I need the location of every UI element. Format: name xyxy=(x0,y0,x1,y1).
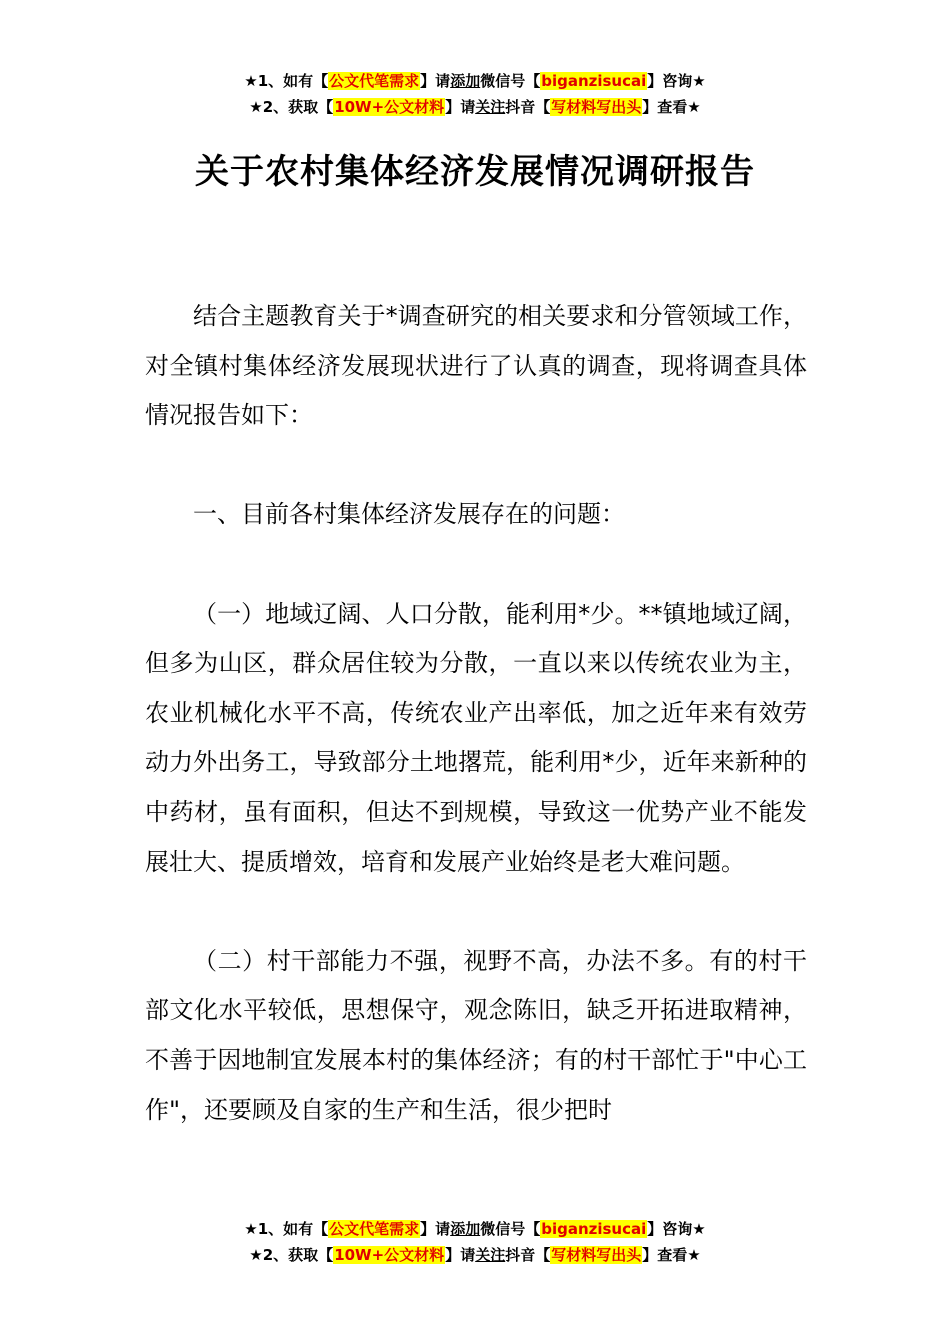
banner-line-2: ★2、获取【10W+公文材料】请关注抖音【写材料写出头】查看★ xyxy=(249,1246,701,1264)
highlight-wechat-id: biganzisucai xyxy=(541,72,647,90)
banner-line-1: ★1、如有【公文代笔需求】请添加微信号【biganzisucai】咨询★ xyxy=(244,1220,706,1238)
banner-line-1: ★1、如有【公文代笔需求】请添加微信号【biganzisucai】咨询★ xyxy=(244,72,706,90)
highlight-wechat-id: biganzisucai xyxy=(541,1220,647,1238)
document-body xyxy=(145,292,807,1135)
document-title: 关于农村集体经济发展情况调研报告 xyxy=(195,152,755,192)
highlight-douyin-account: 写材料写出头 xyxy=(551,98,642,116)
banner-line-2: ★2、获取【10W+公文材料】请关注抖音【写材料写出头】查看★ xyxy=(249,98,701,116)
highlight-materials: 10W+公文材料 xyxy=(334,98,445,116)
highlight-ghostwriting: 公文代笔需求 xyxy=(329,72,420,90)
section-heading-problems: 一、目前各村集体经济发展存在的问题： xyxy=(193,500,625,529)
highlight-ghostwriting: 公文代笔需求 xyxy=(329,1220,420,1238)
highlight-materials: 10W+公文材料 xyxy=(334,1246,445,1264)
header-banner xyxy=(0,68,950,120)
paragraph-intro: 结合主题教育关于*调查研究的相关要求和分管领域工作，对全镇村集体经济发展现状进行了认真的调查，现将调查具体情况报告如下： xyxy=(145,302,807,430)
highlight-douyin-account: 写材料写出头 xyxy=(551,1246,642,1264)
paragraph-problem-2: （二）村干部能力不强，视野不高，办法不多。有的村干部文化水平较低，思想保守，观念陈旧，缺乏开拓进取精神，不善于因地制宜发展本村的集体经济；有的村干部忙于"中心工作"，还要顾及自家的生产和生活，很少把时 xyxy=(145,946,807,1124)
footer-banner xyxy=(0,1216,950,1268)
paragraph-problem-1: （一）地域辽阔、人口分散，能利用*少。**镇地域辽阔，但多为山区，群众居住较为分散，一直以来以传统农业为主，农业机械化水平不高，传统农业产出率低，加之近年来有效劳动力外出务工，导致部分土地撂荒，能利用*少，近年来新种的中药材，虽有面积，但达不到规模，导致这一优势产业不能发展壮大、提质增效，培育和发展产业始终是老大难问题。 xyxy=(145,599,807,876)
